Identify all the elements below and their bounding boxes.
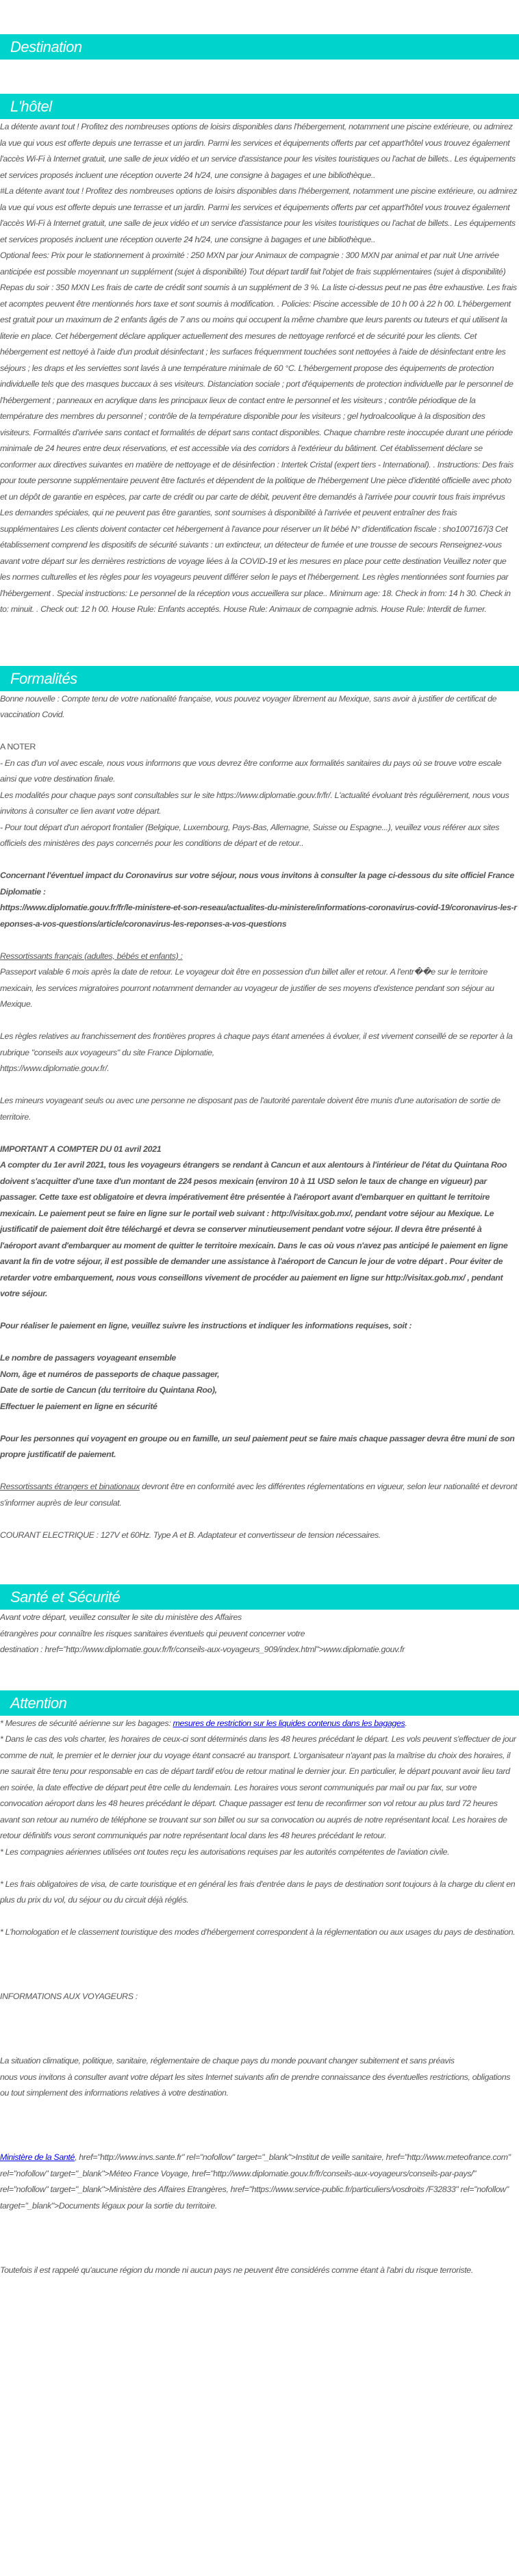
nationals-text: Passeport valable 6 mois après la date de retour. Le voyageur doit être en possession d'un billet aller et retour. A l'entr��e sur le territoire mexicain, les services migratoires pourront notamment demander au voyageur de justifier de ses moyens d'existence pendant son séjour au Mexique. [0, 967, 494, 1009]
links-text: , href="http://www.invs.sante.fr" rel="nofollow" target="_blank">Institut de veille sanitaire, href="http://www.meteofrance.com" rel="nofollow" target="_blank">Méteo France Voyage, href="http://www.diplomatie.gouv.fr/fr/conseils-aux-voyageurs/conseils-par-pays/" rel="nofollow" target="_blank">Ministère des Affaires Etrangères, href="https://www.service-public.fr/particuliers/vosdroits /F32833" rel="nofollow" target="_blank">Documents légaux pour la sortie du territoire. [0, 2152, 511, 2211]
situation-line: La situation climatique, politique, sanitaire, réglementaire de chaque pays du monde pouvant changer subitement et sans préavis [0, 2056, 455, 2065]
formalites-banner [0, 666, 519, 691]
airlines-text: * Les compagnies aériennes utilisées ont toutes reçu les autorisations requises par les autorités compétentes de l'aviation civile. [0, 1846, 450, 1857]
links-paragraph [0, 2150, 518, 2214]
spacer [0, 1658, 519, 1690]
borders-text: Les règles relatives au franchissement des frontières propres à chaque pays étant amenées à évoluer, il est vivement conseillé de se reporter à la rubrique "conseils aux voyageurs" du site France Diplomatie, [0, 1031, 513, 1057]
foreign-nationals-text: devront être en conformité avec les différentes réglementations en vigueur, selon leur nationalité et devront s'informer auprès de leur consulat. [0, 1482, 518, 1508]
hotel-content [0, 119, 519, 618]
payment-step: Effectuer le paiement en ligne en sécurité [0, 1401, 157, 1411]
foreign-nationals-heading: Ressortissants étrangers et binationaux [0, 1482, 140, 1491]
hotel-banner [0, 94, 519, 119]
nationals-heading: Ressortissants français (adultes, bébés et enfants) : [0, 951, 183, 961]
coronavirus-intro: Concernant l'éventuel impact du Coronavirus sur votre séjour, nous vous invitons à consulter la page ci-dessous du site officiel France Diplomatie : [0, 871, 514, 897]
hotel-title: L'hôtel [10, 98, 52, 115]
destination-section [0, 34, 519, 60]
group-payment-text: Pour les personnes qui voyagent en groupe ou en famille, un seul paiement peut se faire mais chaque passager devra être muni de son propre justificatif de paiement. [0, 1433, 515, 1459]
attention-title: Attention [10, 1694, 67, 1712]
attention-section [0, 1690, 519, 2279]
spacer [0, 1543, 519, 1584]
liquids-restriction-link[interactable]: mesures de restriction sur les liquides contenus dans les bagages [173, 1718, 405, 1728]
ministere-sante-link[interactable]: Ministère de la Santé [0, 2152, 75, 2162]
payment-step: Nom, âge et numéros de passeports de chaque passager, [0, 1369, 220, 1379]
attention-content [0, 1716, 519, 2279]
minors-text: Les mineurs voyageant seuls ou avec une personne ne disposant pas de l'autorité parentale doivent être munis d'une autorisation de sortie de territoire. [0, 1096, 501, 1122]
note-heading: A NOTER [0, 742, 36, 751]
borders-url: https://www.diplomatie.gouv.fr/. [0, 1064, 110, 1073]
fees-text: * Les frais obligatoires de visa, de carte touristique et en général les frais d'entrée dans le pays de destination sont toujours à la charge du client en plus du prix du vol, du séjour ou du circuit déjà réglés. [0, 1879, 516, 1905]
hotel-description: La détente avant tout ! Profitez des nombreuses options de loisirs disponibles dans l'hébergement, notamment une piscine extérieure, ou admirez la vue qui vous est offerte depuis une terrasse et un jardin. Parmi les services et équipements offerts par cet appart'hôtel vous trouvez également l'accès Wi-Fi à Internet gratuit, une salle de jeux vidéo et un service d'assistance pour les visites touristiques ou l'achat de billets.. Les équipements et services proposés incluent une réception ouverte 24 h/24, une consigne à bagages et une bibliothèque.. [0, 122, 516, 180]
baggage-paragraph [0, 1716, 518, 1732]
hotel-fees-policies: Optional fees: Prix pour le stationnement à proximité : 250 MXN par jour Animaux de compagnie : 300 MXN par animal et par nuit Une arrivée anticipée est possible moyennant un supplément (sujet à disponibilité) Tout départ tardif fait l'objet de frais supplémentaires (sujet à disponibilité) Repas du soir : 350 MXN Les frais de carte de crédit sont soumis à un supplément de 3 %. La liste ci-dessus peut ne pas être exhaustive. Les frais et acomptes peuvent être mentionnés hors taxe et sont soumis à modification. . Policies: Piscine accessible de 10 h 00 à 22 h 00. L'hébergement est gratuit pour un maximum de 2 enfants âgés de 7 ans ou moins qui occupent la même chambre que leurs parents ou tuteurs et qui utilisent la literie en place. Cet hébergement déclare appliquer actuellement des mesures de nettoyage renforcé et de sécurité pour les clients. Cet hébergement est nettoyé à l'aide d'un produit désinfectant ; les surfaces fréquemment touchées sont nettoyées à l'aide de désinfectant entre les séjours ; les draps et les serviettes sont lavés à une température minimale de 60 °C. L'hébergement propose des équipements de protection individuelle tels que des masques buccaux à ses visiteurs. Distanciation sociale ; port d'équipements de protection individuelle par le personnel de l'hébergement ; panneaux en acrylique dans les principaux lieux de contact entre le personnel et les visiteurs ; contrôle périodique de la température des membres du personnel ; contrôle de la température disponible pour les visiteurs ; gel hydroalcoolique à la disposition des visiteurs. Formalités d'arrivée sans contact et formalités de départ sans contact disponibles. Chaque chambre reste inoccupée durant une période minimale de 24 heures entre deux réservations, et est accessible via des corridors à l'extérieur du bâtiment. Cet établissement déclare se conformer aux directives suivantes en matière de nettoyage et de désinfection : Intertek Cristal (expert tiers - International). . Instructions: Des frais pour toute personne supplémentaire peuvent être facturés et dépendent de la politique de l'hébergement Une pièce d'identité officielle avec photo et un dépôt de garantie en espèces, par carte de crédit ou par carte de débit, peuvent être demandés à l'arrivée pour couvrir tous frais imprévus Les demandes spéciales, qui ne peuvent pas être garanties, sont soumises à disponibilité à l'arrivée et peuvent entraîner des frais supplémentaires Les clients doivent contacter cet hébergement à l'avance pour réserver un lit bébé N° d'identification fiscale : sho1007167j3 Cet établissement comprend les dispositifs de sécurité suivants : un extincteur, un détecteur de fumée et une trousse de secours Renseignez-vous avant votre départ sur les dernières restrictions de voyage liées à la COVID-19 et les mesures en place pour cette destination Veuillez noter que les normes culturelles et les règles pour les voyageurs peuvent différer selon le pays et l'hébergement. Les règles mentionnées sont fournies par l'hébergement . Special instructions: Le personnel de la réception vous accueillera sur place.. Minimum age: 18. Check in from: 14 h 30. Check in to: minuit. . Check out: 12 h 00. House Rule: Enfants acceptés. House Rule: Animaux de compagnie admis. House Rule: Interdit de fumer. [0, 250, 517, 614]
sante-banner [0, 1584, 519, 1610]
formalites-title: Formalités [10, 669, 77, 687]
terror-risk-text: Toutefois il est rappelé qu'aucune région du monde ni aucun pays ne peuvent être considérés comme étant à l'abri du risque terroriste. [0, 2265, 473, 2275]
important-heading: IMPORTANT A COMPTER DU 01 avril 2021 [0, 1144, 162, 1154]
payment-step: Le nombre de passagers voyageant ensemble [0, 1353, 176, 1363]
note-border-airport: - Pour tout départ d'un aéroport frontalier (Belgique, Luxembourg, Pays-Bas, Allemagne, Suisse ou Espagne...), veuillez vous référer aux sites officiels des ministères des pays concernés pour les conditions de départ et de retour.. [0, 822, 500, 848]
important-text: A compter du 1er avril 2021, tous les voyageurs étrangers se rendant à Cancun et aux alentours à l'intérieur de l'état du Quintana Roo doivent s'acquitter d'une taxe d'un montant de 224 pesos mexicain (environ 10 à 11 USD selon le taux de change en vigueur) par passager. Cette taxe est obligatoire et devra impérativement être présentée à l'aéroport avant d'embarquer en quittant le territoire mexicain. Le paiement peut se faire en ligne sur le portail web suivant : http://visitax.gob.mx/, pendant votre séjour au Mexique. Le justificatif de paiement doit être téléchargé et devra se conserver minutieusement pendant votre séjour. Il devra être présenté à l'aéroport avant d'embarquer au moment de quitter le territoire mexicain. Dans le cas où vous n'avez pas anticipé le paiement en ligne avant la fin de votre séjour, il est possible de demander une assistance à l'aéroport de Cancun le jour de votre départ . Pour éviter de retarder votre embarquement, nous vous conseillons vivement de procéder au paiement en ligne sur http://visitax.gob.mx/ , pendant votre séjour. [0, 1160, 508, 1298]
electric-current-text: COURANT ELECTRIQUE : 127V et 60Hz. Type A et B. Adaptateur et convertisseur de tension nécessaires. [0, 1530, 381, 1540]
sante-title: Santé et Sécurité [10, 1588, 121, 1606]
note-stopover: - En cas d'un vol avec escale, nous vous informons que vous devrez être conforme aux formalités sanitaires du pays où se trouve votre escale ainsi que votre destination finale. [0, 758, 502, 784]
sante-section [0, 1584, 519, 1658]
formalites-section [0, 666, 519, 1544]
info-heading: INFORMATIONS AUX VOYAGEURS : [0, 1992, 138, 2001]
destination-title: Destination [10, 38, 82, 55]
sante-content [0, 1610, 519, 1658]
situation-line: nous vous invitons à consulter avant votre départ les sites Internet suivants afin de prendre connaissance des éventuelles restrictions, obligations ou tout simplement des informations relatives à votre destination. [0, 2072, 511, 2098]
spacer [0, 60, 519, 94]
foreign-nationals-paragraph [0, 1479, 518, 1511]
homologation-text: * L'homologation et le classement touristique des modes d'hébergement correspondent à la réglementation ou aux usages du pays de destination. [0, 1927, 516, 1937]
payment-step: Date de sortie de Cancun (du territoire du Quintana Roo), [0, 1385, 217, 1395]
charter-text: * Dans le cas des vols charter, les horaires de ceux-ci sont déterminés dans les 48 heures précédant le départ. Les vols peuvent s'effectuer de jour comme de nuit, le premier et le dernier jour du voyage étant consacré au transport. L'organisateur n'ayant pas la maîtrise du choix des horaires, il ne saurait être tenu pour responsable en cas de départ tardif et/ou de retour matinal le dernier jour. En particulier, le départ pouvant avoir lieu tard en soirée, la date effective de départ peut être celle du lendemain. Les horaires vous seront communiqués par mail ou par fax, sur votre convocation aéroport dans les 48 heures précédant le départ. Chaque passager est tenu de reconfirmer son vol retour au plus tard 72 heures avant son retour au numéro de téléphone se trouvant sur son billet ou sur sa convocation ou auprés de notre représentant local. Les horaires de retour définitifs vous seront communiqués par notre représentant local dans les 48 heures précédant le retour. [0, 1734, 516, 1840]
baggage-suffix: . [405, 1718, 407, 1728]
sante-line: Avant votre départ, veuillez consulter le site du ministère des Affaires [0, 1612, 242, 1622]
baggage-prefix: * Mesures de sécurité aérienne sur les bagages: [0, 1718, 173, 1728]
sante-line: étrangères pour connaître les risques sanitaires éventuels qui peuvent concerner votre [0, 1628, 305, 1638]
hotel-description-repeat: #La détente avant tout ! Profitez des nombreuses options de loisirs disponibles dans l'hébergement, notamment une piscine extérieure, ou admirez la vue qui vous est offerte depuis une terrasse et un jardin. Parmi les services et équipements offerts par cet appart'hôtel vous trouvez également l'accès Wi-Fi à Internet gratuit, une salle de jeux vidéo et un service d'assistance pour les visites touristiques ou l'achat de billets.. Les équipements et services proposés incluent une réception ouverte 24 h/24, une consigne à bagages et une bibliothèque.. [0, 186, 518, 244]
note-modalities: Les modalités pour chaque pays sont consultables sur le site https://www.diplomatie.gouv.fr/fr/. L'actualité évoluant très régulièrement, nous vous invitons à consulter ce lien avant votre départ. [0, 790, 509, 816]
payment-intro: Pour réaliser le paiement en ligne, veuillez suivre les instructions et indiquer les informations requises, soit : [0, 1321, 412, 1330]
coronavirus-url: https://www.diplomatie.gouv.fr/fr/le-ministere-et-son-reseau/actualites-du-ministere/informations-coronavirus-covid-19/coronavirus-les-reponses-a-vos-questions/article/coronavirus-les-reponses-a-vos-questions [0, 903, 517, 929]
sante-line: destination : href="http://www.diplomatie.gouv.fr/fr/conseils-aux-voyageurs_909/index.html">www.diplomatie.gouv.fr [0, 1645, 405, 1654]
attention-banner [0, 1690, 519, 1716]
spacer [0, 618, 519, 666]
destination-banner [0, 34, 519, 60]
good-news-text: Bonne nouvelle : Compte tenu de votre nationalité française, vous pouvez voyager librement au Mexique, sans avoir à justifier de certificat de vaccination Covid. [0, 693, 497, 719]
formalites-content [0, 691, 519, 1544]
hotel-section [0, 94, 519, 618]
